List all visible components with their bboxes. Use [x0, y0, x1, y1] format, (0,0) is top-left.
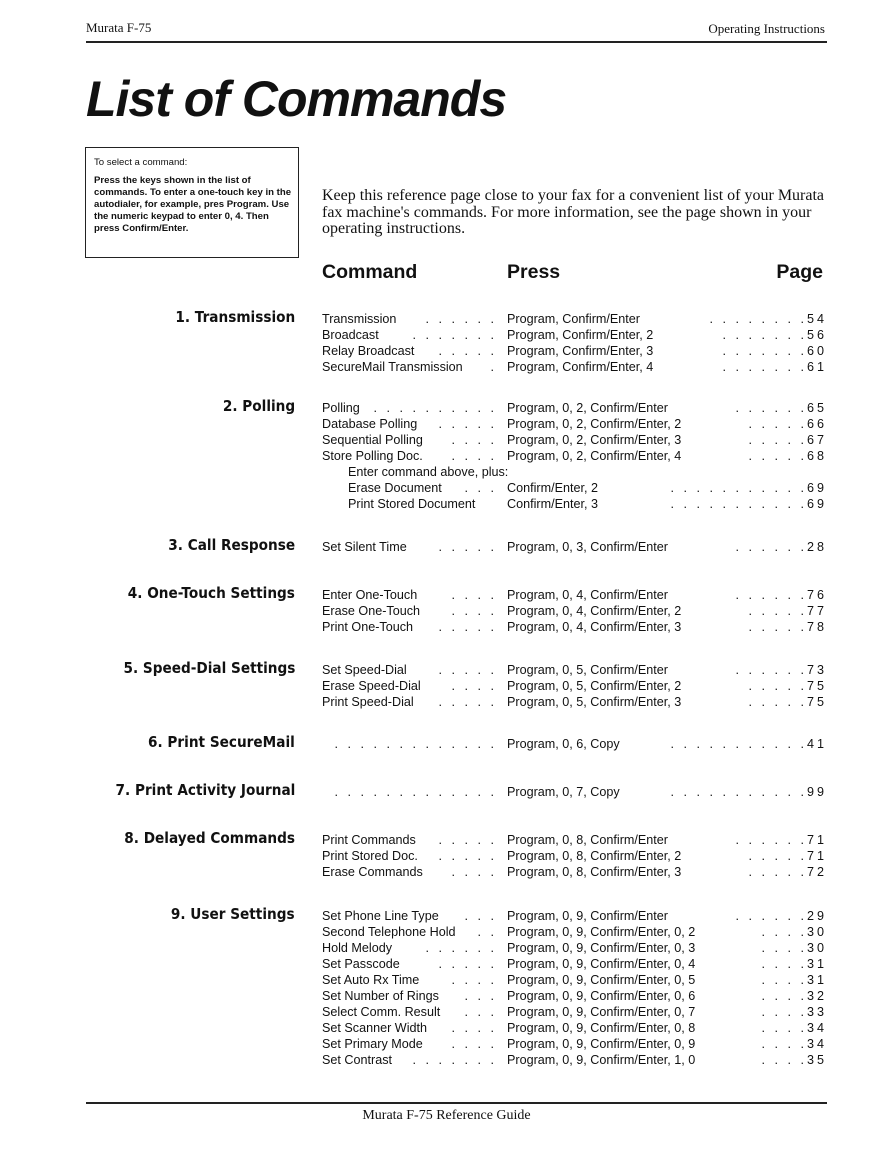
command-row: [0, 539, 893, 555]
command-name: Set Auto Rx Time: [322, 973, 420, 987]
press-keys: Program, 0, 9, Confirm/Enter, 0, 7: [507, 1005, 696, 1019]
leader-dots: . . . . . .: [425, 941, 497, 955]
press-keys: Program, 0, 2, Confirm/Enter, 2: [507, 417, 682, 431]
leader-dots: . . . . .: [438, 695, 497, 709]
leader-dots: . . . .: [451, 604, 497, 618]
command-row: [0, 496, 893, 512]
press-keys: Program, 0, 5, Confirm/Enter, 3: [507, 695, 682, 709]
press-keys: Program, 0, 8, Confirm/Enter: [507, 833, 668, 847]
section-title: 4. One-Touch Settings: [127, 584, 295, 602]
command-row: [0, 1020, 893, 1036]
instruction-heading: To select a command:: [94, 157, 188, 168]
page-number: . . . .34: [761, 1037, 827, 1051]
instruction-text: Press the keys shown in the list of commands. To enter a one-touch key in the autodialer, for example, pres Program. Use the numeric keypad to enter 0, 4. Then press Confirm/Enter.: [94, 175, 292, 234]
command-name: Set Contrast: [322, 1053, 392, 1067]
command-name: Erase Document: [348, 481, 442, 495]
header-left: Murata F-75: [86, 20, 152, 35]
page-number: . . . . . .71: [735, 833, 827, 847]
command-row: [0, 619, 893, 635]
page-number: . . . .31: [761, 973, 827, 987]
command-row: [0, 464, 893, 480]
command-row: [0, 432, 893, 448]
command-row: [0, 603, 893, 619]
command-row: [0, 784, 893, 800]
leader-dots: . .: [477, 925, 497, 939]
page-number: . . . .30: [761, 941, 827, 955]
leader-dots: . . . . .: [438, 849, 497, 863]
leader-dots: . . . . . . .: [412, 328, 497, 342]
page-number: . . . . .75: [748, 679, 827, 693]
leader-dots: .: [490, 360, 497, 374]
press-keys: Program, 0, 9, Confirm/Enter: [507, 909, 668, 923]
leader-dots: . . . . . . . . . .: [373, 401, 497, 415]
leader-dots: . . .: [464, 909, 497, 923]
command-name: Relay Broadcast: [322, 344, 415, 358]
press-keys: Program, 0, 4, Confirm/Enter, 3: [507, 620, 682, 634]
page-title: List of Commands: [86, 71, 507, 127]
header-right: Operating Instructions: [708, 21, 825, 36]
command-name: Hold Melody: [322, 941, 392, 955]
command-name: Transmission: [322, 312, 397, 326]
leader-dots: . . . .: [451, 865, 497, 879]
column-header-command: Command: [322, 261, 418, 283]
leader-dots: . . . .: [451, 433, 497, 447]
press-keys: Program, 0, 9, Confirm/Enter, 0, 3: [507, 941, 696, 955]
press-keys: Program, 0, 2, Confirm/Enter, 4: [507, 449, 682, 463]
page-number: . . . . . . . . . . .41: [670, 737, 827, 751]
command-name: SecureMail Transmission: [322, 360, 463, 374]
command-name: Sequential Polling: [322, 433, 423, 447]
command-name: Select Comm. Result: [322, 1005, 441, 1019]
intro-paragraph: Keep this reference page close to your fax for a convenient list of your Murata fax machine's commands. For more information, see the page shown in your operating instructions.: [322, 187, 825, 237]
page-number: . . . .33: [761, 1005, 827, 1019]
page-number: . . . . .67: [748, 433, 827, 447]
page-number: . . . . .77: [748, 604, 827, 618]
press-keys: Program, 0, 8, Confirm/Enter, 2: [507, 849, 682, 863]
command-row: [0, 694, 893, 710]
command-row: [0, 1036, 893, 1052]
command-name: Print One-Touch: [322, 620, 413, 634]
leader-dots: . . . . .: [438, 540, 497, 554]
column-header-page: Page: [776, 261, 823, 283]
press-keys: Program, 0, 9, Confirm/Enter, 0, 5: [507, 973, 696, 987]
leader-dots: . . . . . . .: [412, 1053, 497, 1067]
command-row: [0, 587, 893, 603]
section-title: 3. Call Response: [168, 536, 295, 554]
page-number: . . . .30: [761, 925, 827, 939]
press-keys: Program, Confirm/Enter, 3: [507, 344, 654, 358]
press-keys: Program, 0, 8, Confirm/Enter, 3: [507, 865, 682, 879]
page-number: . . . . .72: [748, 865, 827, 879]
press-keys: Program, 0, 9, Confirm/Enter, 0, 8: [507, 1021, 696, 1035]
command-row: [0, 480, 893, 496]
page-number: . . . . . . . . . . .99: [670, 785, 827, 799]
command-row: [0, 832, 893, 848]
page-number: . . . . . . . . . . .69: [670, 481, 827, 495]
page-number: . . . .34: [761, 1021, 827, 1035]
leader-dots: . . . .: [451, 973, 497, 987]
section-title: 2. Polling: [222, 397, 295, 415]
page-number: . . . . .78: [748, 620, 827, 634]
leader-dots: . . .: [464, 989, 497, 1003]
footer-text: Murata F-75 Reference Guide: [362, 1108, 531, 1123]
page-number: . . . .32: [761, 989, 827, 1003]
press-keys: Program, 0, 2, Confirm/Enter, 3: [507, 433, 682, 447]
command-name: Set Primary Mode: [322, 1037, 423, 1051]
press-keys: Program, 0, 6, Copy: [507, 737, 620, 751]
page-number: . . . . . . .56: [722, 328, 827, 342]
page-number: . . . . . . .61: [722, 360, 827, 374]
section-title: 1. Transmission: [175, 308, 295, 326]
press-keys: Program, 0, 9, Confirm/Enter, 0, 4: [507, 957, 696, 971]
press-keys: Program, 0, 9, Confirm/Enter, 0, 9: [507, 1037, 696, 1051]
page-number: . . . . . . .60: [722, 344, 827, 358]
press-keys: Program, 0, 9, Confirm/Enter, 1, 0: [507, 1053, 696, 1067]
leader-dots: . . . .: [451, 679, 497, 693]
command-name: Database Polling: [322, 417, 418, 431]
command-name: Set Passcode: [322, 957, 400, 971]
leader-dots: . . . .: [451, 449, 497, 463]
page-number: . . . . . .73: [735, 663, 827, 677]
command-name: Erase Speed-Dial: [322, 679, 421, 693]
command-name: Print Stored Document: [348, 497, 476, 511]
footer-rule: [86, 1102, 827, 1104]
command-name: Print Speed-Dial: [322, 695, 414, 709]
page-number: . . . . .66: [748, 417, 827, 431]
command-name: Set Silent Time: [322, 540, 407, 554]
command-name: Set Speed-Dial: [322, 663, 407, 677]
page-number: . . . . . .65: [735, 401, 827, 415]
command-name: Print Commands: [322, 833, 416, 847]
command-row: [0, 416, 893, 432]
leader-dots: . . . . .: [438, 833, 497, 847]
command-name: Set Scanner Width: [322, 1021, 427, 1035]
command-row: [0, 311, 893, 327]
press-keys: Program, 0, 9, Confirm/Enter, 0, 2: [507, 925, 696, 939]
leader-dots: . . .: [464, 481, 497, 495]
command-name: Store Polling Doc.: [322, 449, 423, 463]
page-number: . . . .31: [761, 957, 827, 971]
command-row: [0, 736, 893, 752]
command-row: [0, 1004, 893, 1020]
command-name: Second Telephone Hold: [322, 925, 456, 939]
leader-dots: . . . . .: [438, 957, 497, 971]
page-number: . . . .35: [761, 1053, 827, 1067]
command-name: Enter One-Touch: [322, 588, 418, 602]
section-title: 6. Print SecureMail: [148, 733, 295, 751]
leader-dots: . . . . .: [438, 417, 497, 431]
command-row: [0, 359, 893, 375]
press-keys: Program, 0, 3, Confirm/Enter: [507, 540, 668, 554]
leader-dots: . . . .: [451, 1037, 497, 1051]
command-name: Set Phone Line Type: [322, 909, 439, 923]
page-number: . . . . .68: [748, 449, 827, 463]
page-number: . . . . . . . .54: [709, 312, 827, 326]
page-number: . . . . . . . . . . .69: [670, 497, 827, 511]
command-row: [0, 1052, 893, 1068]
leader-dots: . . . .: [451, 1021, 497, 1035]
press-keys: Program, 0, 2, Confirm/Enter: [507, 401, 668, 415]
press-keys: Program, 0, 9, Confirm/Enter, 0, 6: [507, 989, 696, 1003]
page-number: . . . . .75: [748, 695, 827, 709]
command-row: [0, 400, 893, 416]
page-number: . . . . . .28: [735, 540, 827, 554]
command-row: [0, 848, 893, 864]
press-keys: Program, 0, 4, Confirm/Enter, 2: [507, 604, 682, 618]
press-keys: Program, 0, 7, Copy: [507, 785, 620, 799]
command-row: [0, 662, 893, 678]
leader-dots: . . . . .: [438, 663, 497, 677]
command-row: [0, 940, 893, 956]
command-name: Erase Commands: [322, 865, 423, 879]
press-keys: Program, 0, 5, Confirm/Enter, 2: [507, 679, 682, 693]
leader-dots: . . .: [464, 1005, 497, 1019]
press-keys: Program, Confirm/Enter: [507, 312, 640, 326]
command-row: [0, 864, 893, 880]
press-keys: Confirm/Enter, 2: [507, 481, 598, 495]
command-row: [0, 678, 893, 694]
press-keys: Program, Confirm/Enter, 2: [507, 328, 654, 342]
command-row: [0, 924, 893, 940]
press-keys: Confirm/Enter, 3: [507, 497, 598, 511]
press-keys: Program, 0, 5, Confirm/Enter: [507, 663, 668, 677]
command-row: [0, 343, 893, 359]
command-row: [0, 956, 893, 972]
page-number: . . . . .71: [748, 849, 827, 863]
leader-dots: . . . . .: [438, 344, 497, 358]
command-name: Set Number of Rings: [322, 989, 439, 1003]
leader-dots: . . . . .: [438, 620, 497, 634]
page-number: . . . . . .29: [735, 909, 827, 923]
command-name: Broadcast: [322, 328, 379, 342]
section-title: 7. Print Activity Journal: [115, 781, 295, 799]
command-name: Polling: [322, 401, 360, 415]
leader-dots: . . . . . .: [425, 312, 497, 326]
column-header-press: Press: [507, 261, 561, 283]
section-title: 5. Speed-Dial Settings: [123, 659, 295, 677]
command-row: [0, 972, 893, 988]
page-number: . . . . . .76: [735, 588, 827, 602]
press-keys: Program, 0, 4, Confirm/Enter: [507, 588, 668, 602]
leader-dots: . . . .: [451, 588, 497, 602]
section-title: 8. Delayed Commands: [124, 829, 295, 847]
command-row: [0, 327, 893, 343]
press-keys: Program, Confirm/Enter, 4: [507, 360, 654, 374]
section-title: 9. User Settings: [171, 905, 295, 923]
command-name: Print Stored Doc.: [322, 849, 418, 863]
command-row: [0, 908, 893, 924]
command-row: [0, 988, 893, 1004]
leader-dots: . . . . . . . . . . . . .: [334, 737, 497, 751]
command-name: Erase One-Touch: [322, 604, 421, 618]
leader-dots: . . . . . . . . . . . . .: [334, 785, 497, 799]
command-note: Enter command above, plus:: [348, 465, 509, 479]
command-row: [0, 448, 893, 464]
